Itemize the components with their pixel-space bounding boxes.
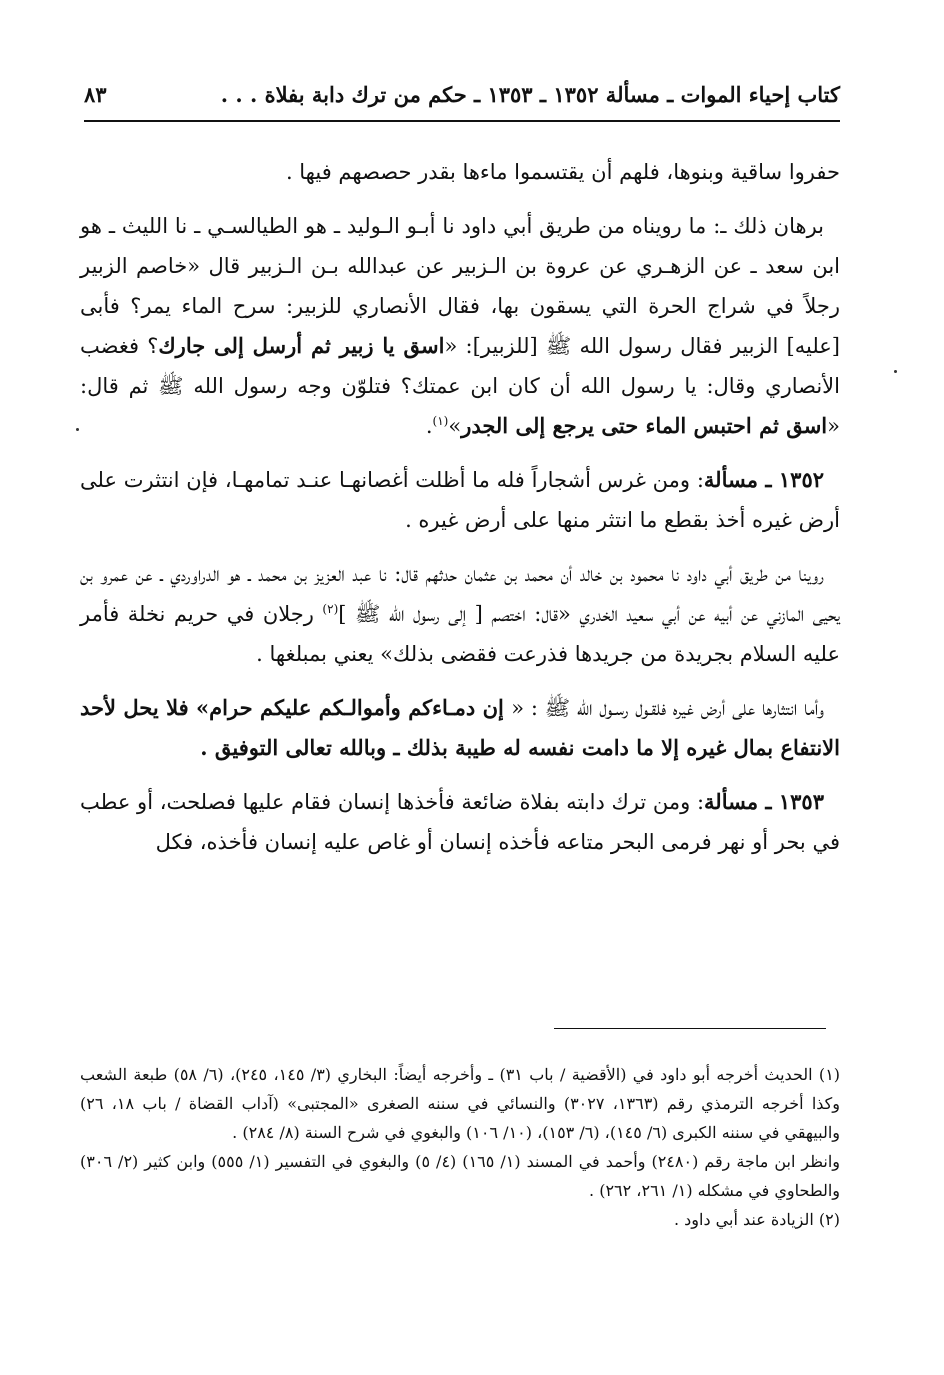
footnote-1 xyxy=(80,1060,840,1147)
footnote-1-text-b: وانظر ابن ماجة رقم (٢٤٨٠) وأحمد في المسند (١/ ١٦٥) (٤/ ٥) والبغوي في التفسير (١/ ٥٥٥) وابن كثير (٢/ ٣٠٦) والطحاوي في مشكله (١/ ٢٦١، ٢٦٢) . xyxy=(80,1152,841,1200)
footnote-1-text: (١) الحديث أخرجه أبو داود في (الأقضية / باب ٣١) ـ وأخرجه أيضاً: البخاري (٣/ ١٤٥، ٢٤٥)، (٦/ ٥٨) طبعة الشعب وكذا أخرجه الترمذي رقم (١٣٦٣، ٣٠٢٧) والنسائي في سننه الصغرى «المجتبى» (آداب القضاة / باب ١٨، ٢٦) والبيهقي في سننه الكبرى (٦/ ١٤٥)، (٦/ ١٥٣)، (١٠/ ١٠٦) والبغوي في شرح السنة (٨/ ٢٨٤) . xyxy=(80,1065,841,1142)
paragraph-1 xyxy=(80,152,840,192)
paragraph-4-text-b: رجلان في حريم نخلة فأمر عليه السلام بجريدة من جريدها فذرعت فقضى بذلك» يعني بمبلغها . xyxy=(80,602,840,666)
paragraph-6-text: : ومن ترك دابته بفلاة ضائعة فأخذها إنسان فقام عليها فصلحت، أو عطب في بحر أو نهر فرمى البحر متاعه فأخذه إنسان أو غاص عليه إنسان فأخذه، فكل xyxy=(80,790,840,854)
scan-speck xyxy=(76,428,79,431)
paragraph-4-text-a: روينا من طريق أبي داود نا محمود بن خالد أن محمد بن عثمان حدثهم قال: نا عبد العزيز بن محمد ـ هو الدراوردي ـ عن عمرو بن يحيى المازني عن أبيه عن أبي سعيد الخدري «قال: اختصم [ إلى رسول الله ﷺ ] xyxy=(80,562,840,626)
main-text xyxy=(80,152,840,876)
paragraph-2-text-a: برهان ذلك ـ: ما رويناه من طريق أبي داود نا أبـو الـوليد ـ هو الطيالسـي ـ نا الليث ـ هو ابن سعد ـ عن الزهـري عن عروة بن الـزبير عن عبدالله بـن الـزبير قال «خاصم الزبير رجلاً في شراج الحرة التي يسقون بها، فقال الأنصاري للزبير: سرح الماء يمر؟ فأبى [عليه] الزبير فقال رسول الله ﷺ [للزبير]: « xyxy=(80,214,841,358)
paragraph-3-text: : ومن غرس أشجاراً فله ما أظلت أغصانهـا عنـد تمامهـا، فإن انتثرت على أرض غيره أخذ بقطع ما انتثر منها على أرض غيره . xyxy=(80,468,840,532)
page-number: ٨٣ xyxy=(84,82,107,107)
paragraph-5 xyxy=(80,688,840,768)
paragraph-2 xyxy=(80,206,840,446)
paragraph-2-text-c: ؟ فغضب الأنصاري وقال: يا رسول الله أن كان ابن عمتك؟ فتلوّن وجه رسول الله ﷺ ثم قال: « xyxy=(80,334,840,438)
paragraph-4 xyxy=(80,554,840,674)
header-title: كتاب إحياء الموات ـ مسألة ١٣٥٢ ـ ١٣٥٣ ـ حكم من ترك دابة بفلاة . . . xyxy=(220,82,840,107)
scan-speck xyxy=(894,370,897,373)
masala-1352-heading: ١٣٥٢ ـ مسألة xyxy=(703,467,825,492)
hadith-quote-2: اسق ثم احتبس الماء حتى يرجع إلى الجدر xyxy=(461,413,828,438)
masala-1353-heading: ١٣٥٣ ـ مسألة xyxy=(704,789,824,814)
footnote-ref-2: (٢) xyxy=(322,602,339,616)
footnote-2 xyxy=(80,1205,840,1234)
footnote-ref-1: (١) xyxy=(432,414,449,428)
paragraph-2-end: . xyxy=(425,414,433,438)
paragraph-2-text-e: » xyxy=(448,414,462,438)
running-header xyxy=(84,80,840,122)
footnotes xyxy=(80,1060,840,1234)
hadith-quote-1: اسق يا زبير ثم أرسل إلى جارك xyxy=(158,333,445,358)
paragraph-5-text-a: وأما انتثارها على أرض غيره فلقـول رسـول الله ﷺ : « xyxy=(511,696,824,720)
footnote-separator xyxy=(554,1028,826,1029)
footnote-1-continued xyxy=(80,1147,840,1205)
paragraph-1-text: حفروا ساقية وبنوها، فلهم أن يقتسموا ماءها بقدر حصصهم فيها . xyxy=(285,160,840,184)
paragraph-6 xyxy=(80,782,840,862)
paragraph-5-text-b: إن دمـاءكم وأموالـكم عليكم حرام» فلا يحل لأحد الانتفاع بمال غيره إلا ما دامت نفسه له طيبة بذلك ـ وبالله تعالى التوفيق . xyxy=(80,695,840,760)
paragraph-3 xyxy=(80,460,840,540)
footnote-2-text: (٢) الزيادة عند أبي داود . xyxy=(673,1210,840,1229)
